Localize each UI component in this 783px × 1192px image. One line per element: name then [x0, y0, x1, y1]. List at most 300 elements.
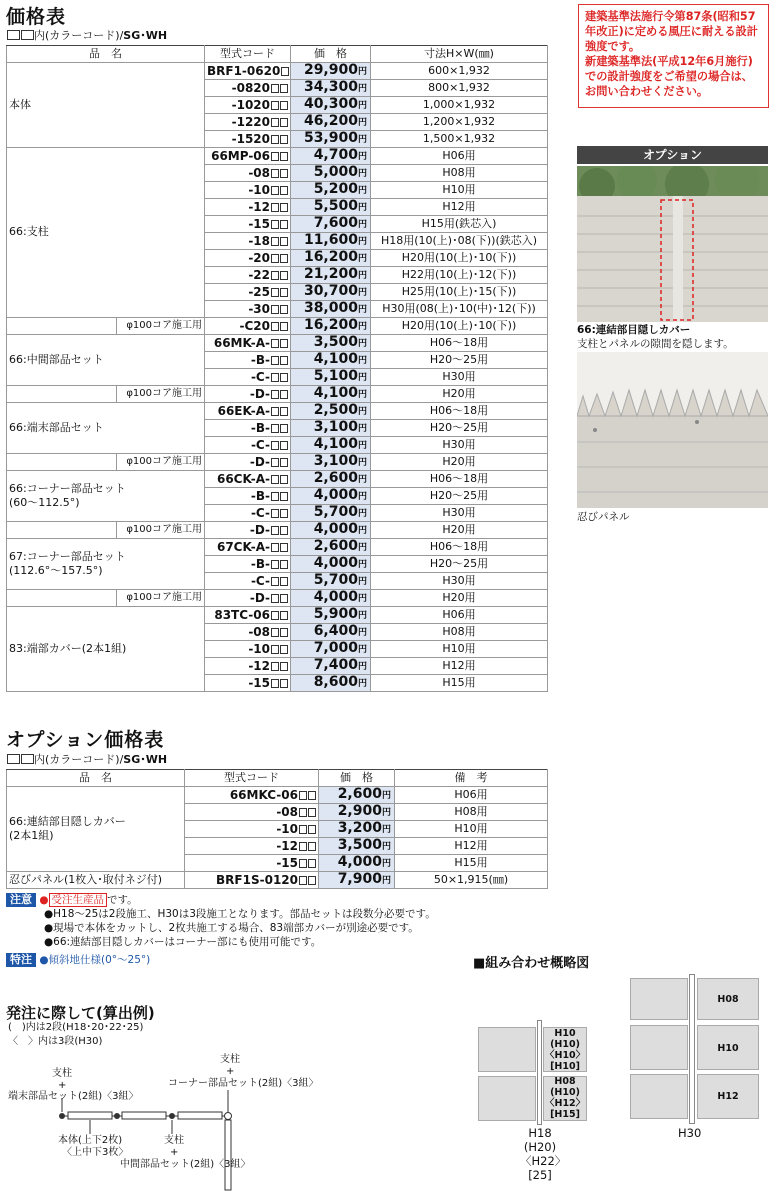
price-table-title: 価格表: [6, 6, 67, 28]
color-swatch-icon: [271, 407, 279, 416]
color-swatch-icon: [280, 509, 288, 518]
code-cell: -D-: [205, 453, 291, 470]
color-swatch-icon: [280, 611, 288, 620]
h30-caption: H30: [678, 1126, 702, 1140]
size-cell: H06～18用: [371, 402, 548, 419]
color-swatch-icon: [271, 356, 279, 365]
code-cell: -10: [205, 181, 291, 198]
group-name: 66:支柱: [7, 147, 205, 317]
color-swatch-icon: [280, 305, 288, 314]
code-cell: -22: [205, 266, 291, 283]
group-name: 本体: [7, 62, 205, 147]
color-swatch-icon: [308, 825, 316, 834]
end-label: 端末部品セット(2組)〈3組〉: [8, 1091, 139, 1102]
size-cell: H20用: [371, 453, 548, 470]
code-cell: 67CK-A-: [205, 538, 291, 555]
size-cell: H20用: [371, 521, 548, 538]
size-cell: H18用(10(上)･08(下))(鉄芯入): [371, 232, 548, 249]
cover-photo: [577, 166, 768, 322]
special-note: ●傾斜地仕様(0°～25°): [39, 954, 151, 966]
code-cell: 66EK-A-: [205, 402, 291, 419]
size-cell: 1,200×1,932: [371, 113, 548, 130]
price-table-subtitle: 内(カラーコード)/SG･WH: [6, 29, 167, 43]
cover-caption-title: 66:連結部目隠しカバー: [577, 324, 691, 336]
code-cell: -C-: [205, 368, 291, 385]
code-cell: -C-: [205, 504, 291, 521]
code-cell: -1520: [205, 130, 291, 147]
price-cell: 5,200円: [291, 181, 371, 198]
color-swatch-icon: [271, 254, 279, 263]
color-swatch-icon: [280, 458, 288, 467]
price-cell: 7,400円: [291, 657, 371, 674]
price-cell: 7,900円: [319, 871, 395, 888]
design-strength-notice: 建築基準法施行令第87条(昭和57年改正)に定める風圧に耐える設計強度です。 新建築基準法(平成12年6月施行)での設計強度をご希望の場合は、お問い合わせください。: [578, 4, 769, 108]
price-cell: 21,200円: [291, 266, 371, 283]
table-row: [7, 786, 548, 803]
color-swatch-icon: [280, 373, 288, 382]
code-cell: 66MKC-06: [185, 786, 319, 803]
notes-block: 注意 ● 受注生産品 です。 ●H18～25は2段施工、H30は3段施工となります。部品セットは段数分必要です。 ●現場で本体をカットし、2枚共施工する場合、83端部カバーが別途必要です。 ●66:連結部目隠しカバーはコーナー部にも使用可能です。 特注 ●傾斜地仕様(0°～25°): [6, 893, 526, 967]
opt-header-code: 型式コード: [185, 770, 319, 787]
code-cell: -20: [205, 249, 291, 266]
price-cell: 2,600円: [291, 470, 371, 487]
price-cell: 4,000円: [291, 487, 371, 504]
code-cell: -B-: [205, 487, 291, 504]
code-cell: -25: [205, 283, 291, 300]
color-swatch-icon: [271, 101, 279, 110]
color-swatch-icon: [271, 424, 279, 433]
price-cell: 40,300円: [291, 96, 371, 113]
price-cell: 5,500円: [291, 198, 371, 215]
code-cell: -15: [205, 674, 291, 691]
color-swatch-icon: [271, 305, 279, 314]
color-swatch-icon: [280, 322, 288, 331]
size-cell: 600×1,932: [371, 62, 548, 79]
size-cell: 800×1,932: [371, 79, 548, 96]
color-swatch-icon: [21, 754, 34, 764]
color-swatch-icon: [271, 186, 279, 195]
code-cell: -B-: [205, 419, 291, 436]
color-swatch-icon: [308, 842, 316, 851]
size-cell: H08用: [371, 164, 548, 181]
price-cell: 5,700円: [291, 572, 371, 589]
core-construction-label: φ100コア施工用: [117, 317, 205, 334]
price-cell: 7,000円: [291, 640, 371, 657]
color-swatch-icon: [271, 84, 279, 93]
color-swatch-icon: [280, 424, 288, 433]
h30-panel-1l: [630, 978, 688, 1020]
color-swatch-icon: [280, 203, 288, 212]
price-cell: 29,900円: [291, 62, 371, 79]
h18-panel-tl: [478, 1027, 536, 1072]
fence-illustration-icon: [577, 166, 768, 322]
color-swatch-icon: [271, 458, 279, 467]
opt-header-name: 品 名: [7, 770, 185, 787]
color-swatch-icon: [271, 679, 279, 688]
code-cell: -18: [205, 232, 291, 249]
option-table-title: オプション価格表: [6, 729, 165, 751]
color-swatch-icon: [281, 67, 289, 76]
price-cell: 6,400円: [291, 623, 371, 640]
color-swatch-icon: [280, 356, 288, 365]
table-row: [7, 334, 548, 351]
h30-panel-3l: [630, 1074, 688, 1119]
code-cell: -C-: [205, 572, 291, 589]
table-row: [7, 521, 548, 538]
note-3: ●66:連結部目隠しカバーはコーナー部にも使用可能です。: [44, 936, 322, 948]
h30-label-2: H10: [717, 1043, 739, 1054]
color-swatch-icon: [280, 220, 288, 229]
color-swatch-icon: [271, 611, 279, 620]
color-swatch-icon: [271, 628, 279, 637]
color-swatch-icon: [280, 101, 288, 110]
made-to-order-label: 受注生産品: [49, 893, 108, 907]
price-cell: 38,000円: [291, 300, 371, 317]
h30-post: [689, 974, 695, 1124]
color-swatch-icon: [271, 594, 279, 603]
color-swatch-icon: [280, 560, 288, 569]
price-cell: 53,900円: [291, 130, 371, 147]
table-row: [7, 606, 548, 623]
price-cell: 3,100円: [291, 419, 371, 436]
color-swatch-icon: [271, 543, 279, 552]
size-cell: H12用: [371, 198, 548, 215]
code-cell: -1020: [205, 96, 291, 113]
order-example-line2: 〈 〉内は3段(H30): [8, 1036, 103, 1047]
size-cell: H06～18用: [371, 538, 548, 555]
remarks-cell: H12用: [395, 837, 548, 854]
code-cell: -0820: [205, 79, 291, 96]
size-cell: H08用: [371, 623, 548, 640]
color-swatch-icon: [271, 288, 279, 297]
size-cell: H15用(鉄芯入): [371, 215, 548, 232]
color-swatch-icon: [280, 628, 288, 637]
table-row: [7, 538, 548, 555]
code-cell: -B-: [205, 555, 291, 572]
option-table-subtitle: 内(カラーコード)/SG･WH: [6, 753, 167, 767]
code-cell: BRF1-0620: [205, 62, 291, 79]
h30-label-3: H12: [717, 1091, 739, 1102]
size-cell: H06～18用: [371, 470, 548, 487]
code-cell: 83TC-06: [205, 606, 291, 623]
size-cell: H15用: [371, 674, 548, 691]
color-swatch-icon: [280, 407, 288, 416]
table-row: [7, 147, 548, 164]
color-swatch-icon: [280, 254, 288, 263]
code-cell: -B-: [205, 351, 291, 368]
color-swatch-icon: [271, 237, 279, 246]
color-swatch-icon: [280, 118, 288, 127]
code-cell: -D-: [205, 521, 291, 538]
color-swatch-icon: [280, 577, 288, 586]
price-cell: 46,200円: [291, 113, 371, 130]
size-cell: H20～25用: [371, 419, 548, 436]
color-swatch-icon: [271, 271, 279, 280]
color-swatch-icon: [271, 560, 279, 569]
code-cell: -08: [185, 803, 319, 820]
body-label: 本体(上下2枚): [58, 1135, 123, 1146]
color-swatch-icon: [271, 220, 279, 229]
size-cell: H30用: [371, 504, 548, 521]
table-row: [7, 453, 548, 470]
remarks-cell: 50×1,915(㎜): [395, 871, 548, 888]
core-construction-label: φ100コア施工用: [117, 589, 205, 606]
color-swatch-icon: [7, 30, 20, 40]
group-name: 66:連結部目隠しカバー (2本1組): [7, 786, 185, 871]
color-swatch-icon: [280, 594, 288, 603]
color-swatch-icon: [280, 237, 288, 246]
table-row: [7, 470, 548, 487]
table-row: [7, 385, 548, 402]
plus-1: +: [226, 1066, 235, 1077]
price-cell: 3,100円: [291, 453, 371, 470]
note-2: ●現場で本体をカットし、2枚共施工する場合、83端部カバーが別途必要です。: [44, 922, 419, 934]
code-cell: BRF1S-0120: [185, 871, 319, 888]
shinobi-caption: 忍びパネル: [577, 511, 630, 523]
price-cell: 2,600円: [319, 786, 395, 803]
color-swatch-icon: [271, 135, 279, 144]
price-cell: 4,100円: [291, 351, 371, 368]
size-cell: H06用: [371, 606, 548, 623]
plus-2: +: [58, 1080, 67, 1091]
size-cell: H30用: [371, 572, 548, 589]
table-row: [7, 402, 548, 419]
color-swatch-icon: [280, 271, 288, 280]
option-bar: オプション: [577, 146, 768, 164]
color-swatch-icon: [280, 492, 288, 501]
code-cell: -15: [205, 215, 291, 232]
group-name: 忍びパネル(1枚入･取付ネジ付): [7, 871, 185, 888]
size-cell: H30用: [371, 368, 548, 385]
color-swatch-icon: [280, 526, 288, 535]
cover-caption-text: 支柱とパネルの隙間を隠します。: [577, 338, 734, 350]
remarks-cell: H08用: [395, 803, 548, 820]
size-cell: H10用: [371, 640, 548, 657]
remarks-cell: H15用: [395, 854, 548, 871]
plus-3: +: [170, 1147, 179, 1158]
code-cell: -12: [205, 198, 291, 215]
price-cell: 4,100円: [291, 436, 371, 453]
size-cell: H06～18用: [371, 334, 548, 351]
size-cell: H20～25用: [371, 555, 548, 572]
color-swatch-icon: [280, 135, 288, 144]
code-cell: -15: [185, 854, 319, 871]
size-cell: H20用(10(上)･10(下)): [371, 249, 548, 266]
color-swatch-icon: [271, 373, 279, 382]
color-swatch-icon: [299, 808, 307, 817]
price-cell: 2,500円: [291, 402, 371, 419]
price-cell: 3,500円: [319, 837, 395, 854]
table-row: [7, 589, 548, 606]
size-cell: 1,000×1,932: [371, 96, 548, 113]
color-swatch-icon: [299, 876, 307, 885]
price-cell: 4,000円: [291, 521, 371, 538]
color-swatch-icon: [280, 152, 288, 161]
price-cell: 5,000円: [291, 164, 371, 181]
opt-header-remarks: 備 考: [395, 770, 548, 787]
color-swatch-icon: [271, 526, 279, 535]
code-cell: 66CK-A-: [205, 470, 291, 487]
color-swatch-icon: [280, 441, 288, 450]
combo-title: ■組み合わせ概略図: [473, 956, 590, 971]
order-example-title: 発注に際して(算出例): [6, 1004, 155, 1022]
code-cell: -D-: [205, 385, 291, 402]
color-swatch-icon: [271, 475, 279, 484]
color-swatch-icon: [271, 662, 279, 671]
h18-upper-labels: H10 (H10) 〈H10〉 [H10]: [545, 1028, 586, 1072]
header-code: 型式コード: [205, 46, 291, 63]
color-swatch-icon: [271, 645, 279, 654]
h18-lower-labels: H08 (H10) 〈H12〉 [H15]: [545, 1076, 586, 1120]
core-construction-label: φ100コア施工用: [117, 385, 205, 402]
code-cell: -12: [205, 657, 291, 674]
price-cell: 3,200円: [319, 820, 395, 837]
price-cell: 16,200円: [291, 249, 371, 266]
table-row: [7, 62, 548, 79]
h30-label-1: H08: [717, 994, 739, 1005]
price-cell: 2,900円: [319, 803, 395, 820]
code-cell: -08: [205, 623, 291, 640]
color-swatch-icon: [271, 203, 279, 212]
mid-label: 中間部品セット(2組)〈3組〉: [120, 1159, 251, 1170]
color-swatch-icon: [271, 441, 279, 450]
size-cell: H20～25用: [371, 351, 548, 368]
color-swatch-icon: [271, 339, 279, 348]
code-cell: 66MK-A-: [205, 334, 291, 351]
price-cell: 2,600円: [291, 538, 371, 555]
price-cell: 5,100円: [291, 368, 371, 385]
color-swatch-icon: [7, 754, 20, 764]
price-cell: 4,100円: [291, 385, 371, 402]
color-swatch-icon: [271, 509, 279, 518]
size-cell: H10用: [371, 181, 548, 198]
price-cell: 11,600円: [291, 232, 371, 249]
size-cell: H20用: [371, 589, 548, 606]
group-name: 66:コーナー部品セット (60～112.5°): [7, 470, 205, 521]
color-swatch-icon: [280, 475, 288, 484]
price-cell: 4,000円: [291, 555, 371, 572]
core-construction-label: φ100コア施工用: [117, 453, 205, 470]
color-swatch-icon: [280, 679, 288, 688]
color-swatch-icon: [308, 859, 316, 868]
price-cell: 5,900円: [291, 606, 371, 623]
price-cell: 5,700円: [291, 504, 371, 521]
spike-panel-illustration-icon: [577, 352, 768, 508]
color-swatch-icon: [308, 876, 316, 885]
header-size: 寸法H×W(㎜): [371, 46, 548, 63]
size-cell: H06用: [371, 147, 548, 164]
color-swatch-icon: [271, 118, 279, 127]
code-cell: -D-: [205, 589, 291, 606]
header-price: 価 格: [291, 46, 371, 63]
color-swatch-icon: [299, 825, 307, 834]
caution-tag: 注意: [6, 893, 36, 907]
price-cell: 30,700円: [291, 283, 371, 300]
group-name: 83:端部カバー(2本1組): [7, 606, 205, 691]
order-example-line1: ( )内は2段(H18･20･22･25): [8, 1022, 144, 1033]
color-swatch-icon: [280, 169, 288, 178]
body-label-2: 〈上中下3枚〉: [62, 1147, 129, 1158]
color-swatch-icon: [271, 492, 279, 501]
color-swatch-icon: [280, 186, 288, 195]
size-cell: H30用: [371, 436, 548, 453]
price-cell: 16,200円: [291, 317, 371, 334]
price-cell: 3,500円: [291, 334, 371, 351]
color-swatch-icon: [271, 390, 279, 399]
table-row: [7, 871, 548, 888]
core-construction-label: φ100コア施工用: [117, 521, 205, 538]
h30-panel-2l: [630, 1025, 688, 1070]
code-cell: -12: [185, 837, 319, 854]
code-cell: -10: [185, 820, 319, 837]
post-top-label: 支柱: [220, 1054, 240, 1065]
remarks-cell: H06用: [395, 786, 548, 803]
group-name: 66:中間部品セット: [7, 334, 205, 385]
special-tag: 特注: [6, 953, 36, 967]
note-1: ●H18～25は2段施工、H30は3段施工となります。部品セットは段数分必要です。: [44, 908, 436, 920]
code-cell: -1220: [205, 113, 291, 130]
code-cell: -30: [205, 300, 291, 317]
price-cell: 4,000円: [291, 589, 371, 606]
color-swatch-icon: [299, 842, 307, 851]
code-cell: -10: [205, 640, 291, 657]
size-cell: H30用(08(上)･10(中)･12(下)): [371, 300, 548, 317]
color-swatch-icon: [280, 543, 288, 552]
option-table: [6, 769, 548, 889]
size-cell: H20用: [371, 385, 548, 402]
size-cell: H12用: [371, 657, 548, 674]
h18-caption: H18 (H20) 〈H22〉 [25]: [520, 1126, 567, 1182]
color-swatch-icon: [280, 84, 288, 93]
color-swatch-icon: [280, 662, 288, 671]
size-cell: H25用(10(上)･15(下)): [371, 283, 548, 300]
group-name: 66:端末部品セット: [7, 402, 205, 453]
color-swatch-icon: [308, 808, 316, 817]
size-cell: H20用(10(上)･10(下)): [371, 317, 548, 334]
remarks-cell: H10用: [395, 820, 548, 837]
post-mid-label: 支柱: [164, 1135, 184, 1146]
color-swatch-icon: [271, 322, 279, 331]
price-table: [6, 45, 548, 692]
color-swatch-icon: [271, 577, 279, 586]
color-swatch-icon: [308, 791, 316, 800]
price-cell: 8,600円: [291, 674, 371, 691]
color-swatch-icon: [299, 859, 307, 868]
code-cell: 66MP-06: [205, 147, 291, 164]
price-cell: 34,300円: [291, 79, 371, 96]
size-cell: 1,500×1,932: [371, 130, 548, 147]
opt-header-price: 価 格: [319, 770, 395, 787]
price-cell: 4,700円: [291, 147, 371, 164]
price-cell: 4,000円: [319, 854, 395, 871]
h18-panel-bl: [478, 1076, 536, 1121]
code-cell: -08: [205, 164, 291, 181]
code-cell: -C20: [205, 317, 291, 334]
price-cell: 7,600円: [291, 215, 371, 232]
corner-label: コーナー部品セット(2組)〈3組〉: [168, 1078, 319, 1089]
code-cell: -C-: [205, 436, 291, 453]
color-swatch-icon: [280, 390, 288, 399]
size-cell: H20～25用: [371, 487, 548, 504]
size-cell: H22用(10(上)･12(下)): [371, 266, 548, 283]
shinobi-panel-photo: [577, 352, 768, 508]
color-swatch-icon: [271, 152, 279, 161]
header-name: 品 名: [7, 46, 205, 63]
color-swatch-icon: [280, 339, 288, 348]
color-swatch-icon: [271, 169, 279, 178]
group-name: 67:コーナー部品セット (112.6°～157.5°): [7, 538, 205, 589]
table-row: [7, 317, 548, 334]
